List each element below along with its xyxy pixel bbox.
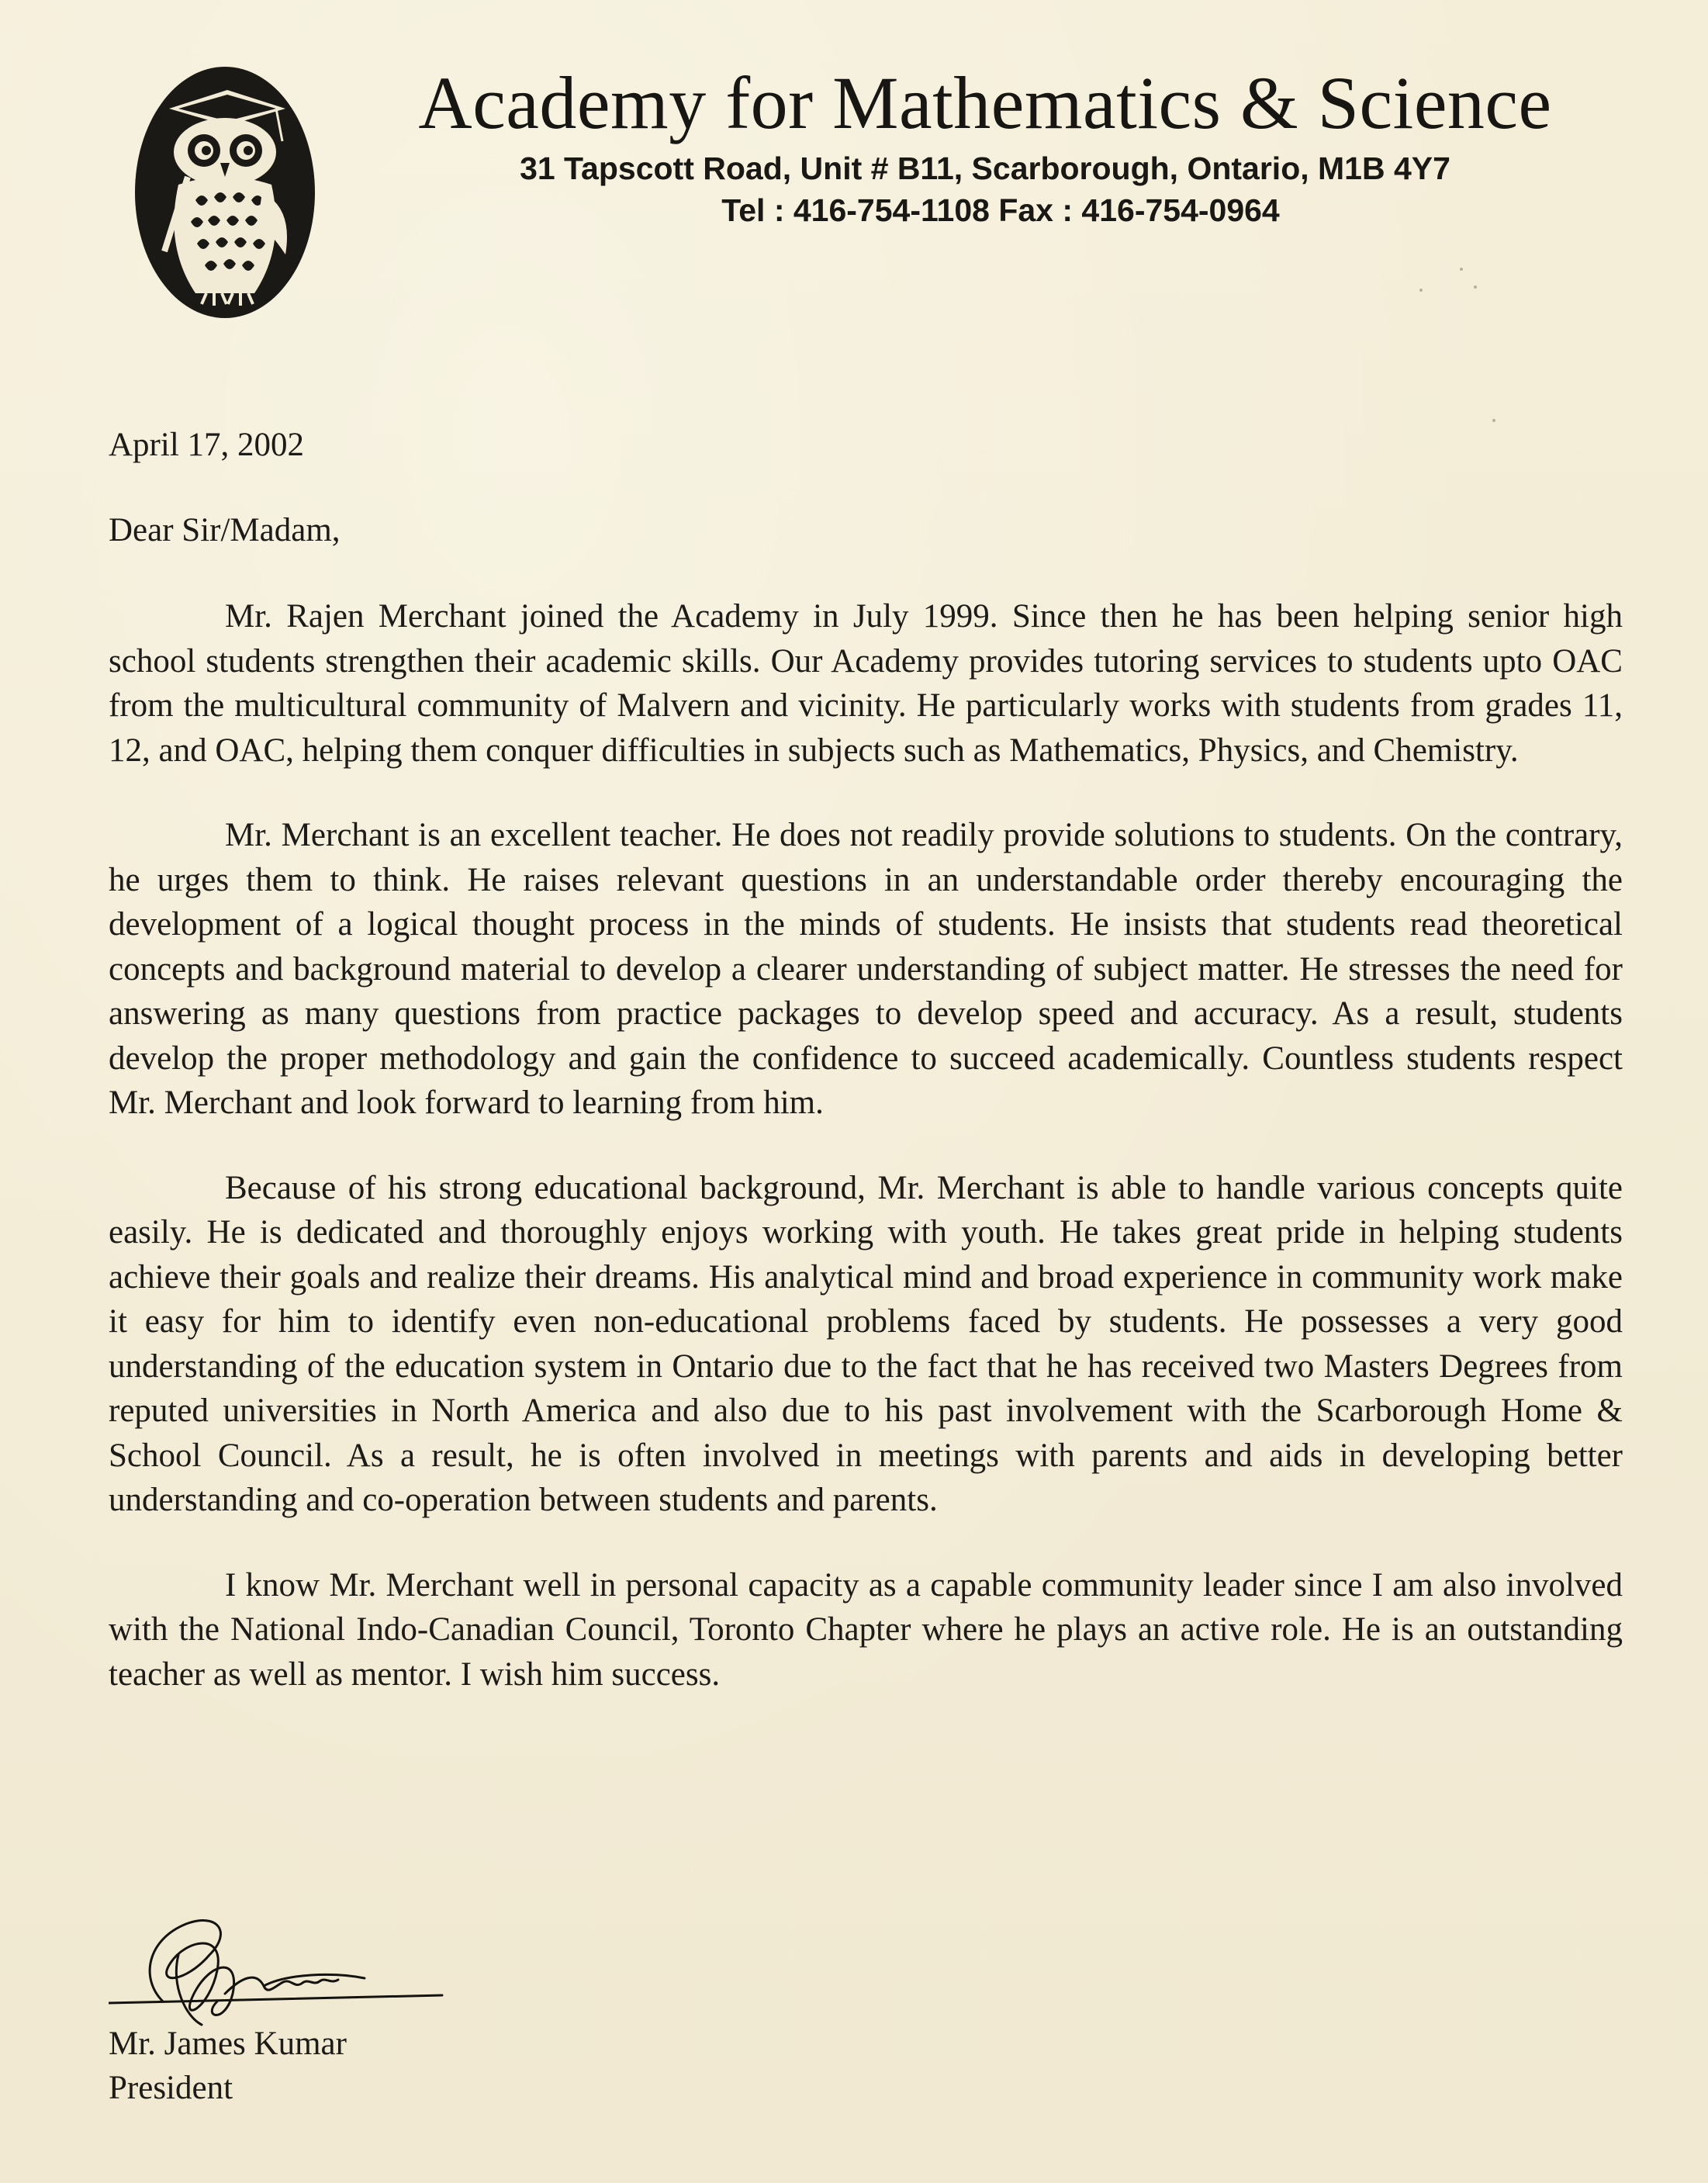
owl-graduate-logo xyxy=(130,61,320,320)
organization-address: 31 Tapscott Road, Unit # B11, Scarborough, Ontario, M1B 4Y7 xyxy=(520,150,1450,186)
handwritten-signature xyxy=(109,1908,450,2040)
paragraph: I know Mr. Merchant well in personal capacity as a capable community leader since I am also involved with the National Indo-Canadian Council, Toronto Chapter where he plays an active role. He is an outstanding teacher as well as mentor. I wish him success. xyxy=(109,1566,1623,1693)
signatory-title: President xyxy=(109,2070,233,2106)
letterhead xyxy=(341,61,1629,231)
organization-phone: Tel : 416-754-1108 Fax : 416-754-0964 xyxy=(721,192,1280,228)
organization-name: Academy for Mathematics & Science xyxy=(418,61,1552,144)
paragraph: Because of his strong educational background, Mr. Merchant is able to handle various concepts quite easily. He is dedicated and thoroughly enjoys working with youth. He takes great pride in helping students achieve their goals and realize their dreams. His analytical mind and broad experience in community work make it easy for him to identify even non-educational problems faced by students. He possesses a very good understanding of the education system in Ontario due to the fact that he has received two Masters Degrees from reputed universities in North America and also due to his past involvement with the Scarborough Home & School Council. As a result, he is often involved in meetings with parents and aids in developing better understanding and co-operation between students and parents. xyxy=(109,1169,1623,1518)
closing xyxy=(109,2022,347,2110)
letter-body xyxy=(109,423,1623,1697)
salutation: Dear Sir/Madam, xyxy=(109,511,341,548)
signatory-name: Mr. James Kumar xyxy=(109,2026,347,2062)
letter-date: April 17, 2002 xyxy=(109,427,305,463)
paragraph: Mr. Rajen Merchant joined the Academy in July 1999. Since then he has been helping senior high school students strengthen their academic skills. Our Academy provides tutoring services to students upto OAC from the multicultural community of Malvern and vicinity. He particularly works with students from grades 11, 12, and OAC, helping them conquer difficulties in subjects such as Mathematics, Physics, and Chemistry. xyxy=(109,598,1623,769)
paragraph: Mr. Merchant is an excellent teacher. He does not readily provide solutions to students. On the contrary, he urges them to think. He raises relevant questions in an understandable order thereby encouraging the development of a logical thought process in the minds of students. He insists that students read theoretical concepts and background material to develop a clearer understanding of subject matter. He stresses the need for answering as many questions from practice packages to develop speed and accuracy. As a result, students develop the proper methodology and gain the confidence to succeed academically. Countless students respect Mr. Merchant and look forward to learning from him. xyxy=(109,817,1623,1121)
